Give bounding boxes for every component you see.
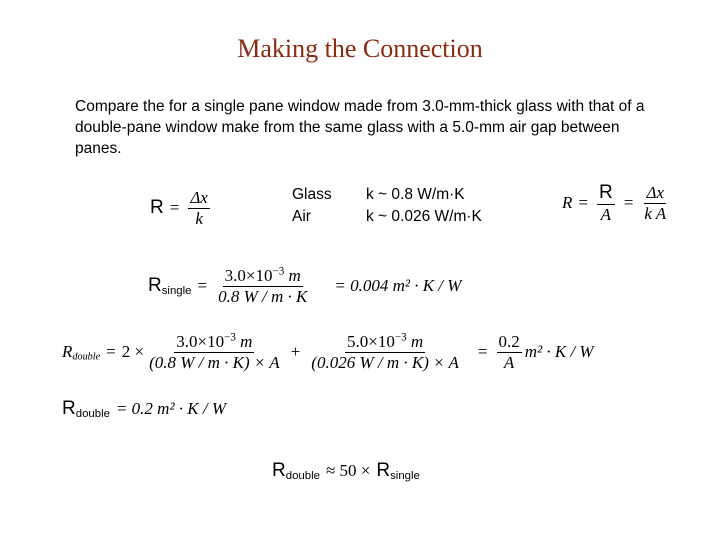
plus-sign: + xyxy=(290,342,301,362)
equals-sign: = xyxy=(106,342,116,362)
r-single-result: = 0.004 m² · K / W xyxy=(334,276,462,296)
r-single-fraction xyxy=(216,266,309,306)
equals-sign: = xyxy=(623,193,634,213)
equals-sign: = xyxy=(578,193,588,213)
ratio-rhs: $R_{single}$ xyxy=(376,460,420,482)
material-air-name: Air xyxy=(292,208,311,225)
r-definition-equation xyxy=(150,188,213,228)
glass-term-denominator: (0.8 W / m · K) × A xyxy=(149,352,280,372)
r-def-fraction xyxy=(188,188,210,228)
dx-over-ka-numerator: Δx xyxy=(646,183,665,203)
r-def-numerator: Δx xyxy=(190,188,208,207)
equals-sign: = xyxy=(169,198,180,218)
ratio-lhs: $R_{double}$ xyxy=(272,460,320,482)
r-double-equation xyxy=(62,332,594,372)
r-double-value-rhs: = 0.2 m² · K / W xyxy=(115,399,227,418)
glass-term-fraction xyxy=(147,332,282,372)
air-term-numerator: $5.0\times 10^{-3}$ m xyxy=(347,331,424,351)
material-conductivities xyxy=(366,184,482,228)
r-over-a-numerator: R xyxy=(598,182,613,203)
problem-statement: Compare the for a single pane window made from 3.0-mm-thick glass with that of a double-pane window make from the same glass with a 5.0-mm air gap between panes. xyxy=(75,98,645,157)
r-double-result-numerator: 0.2 xyxy=(498,332,520,351)
coefficient: 2 × xyxy=(121,342,145,362)
ratio-equation xyxy=(272,460,420,482)
r-double-result-denominator: A xyxy=(503,352,515,372)
air-term-denominator: (0.026 W / m · K) × A xyxy=(311,352,459,372)
r-over-a-fraction xyxy=(597,182,615,224)
r-single-numerator: $3.0\times 10^{-3}$ m xyxy=(224,265,301,285)
r-def-denominator: k xyxy=(195,208,203,228)
r-over-a-denominator: A xyxy=(600,204,612,224)
material-names xyxy=(292,184,332,228)
r-double-lhs: $R_{double}$ xyxy=(62,341,101,363)
r-lhs: R xyxy=(562,193,573,213)
ratio-operator: ≈ 50 × xyxy=(325,461,371,480)
equals-sign: = xyxy=(477,342,488,362)
r-double-result-unit: m² · K / W xyxy=(524,342,594,362)
r-symbol: R xyxy=(150,197,164,219)
material-glass-k: k ~ 0.8 W/m·K xyxy=(366,186,465,203)
material-air-k: k ~ 0.026 W/m·K xyxy=(366,208,482,225)
dx-over-ka-fraction xyxy=(642,183,668,223)
r-per-area-equation xyxy=(562,182,671,224)
r-single-denominator: 0.8 W / m · K xyxy=(218,286,308,306)
equals-sign: = xyxy=(197,276,208,296)
dx-over-ka-denominator: k A xyxy=(644,203,667,223)
r-double-result-fraction xyxy=(497,332,522,372)
slide-title: Making the Connection xyxy=(237,34,483,63)
glass-term-numerator: $3.0\times 10^{-3}$ m xyxy=(176,331,253,351)
air-term-fraction xyxy=(309,332,461,372)
material-glass-name: Glass xyxy=(292,186,332,203)
r-double-value-lhs: $R_{double}$ xyxy=(62,398,110,420)
r-double-value-equation xyxy=(62,398,226,420)
r-single-equation xyxy=(148,266,461,306)
r-single-lhs: $R_{single}$ xyxy=(148,275,192,297)
